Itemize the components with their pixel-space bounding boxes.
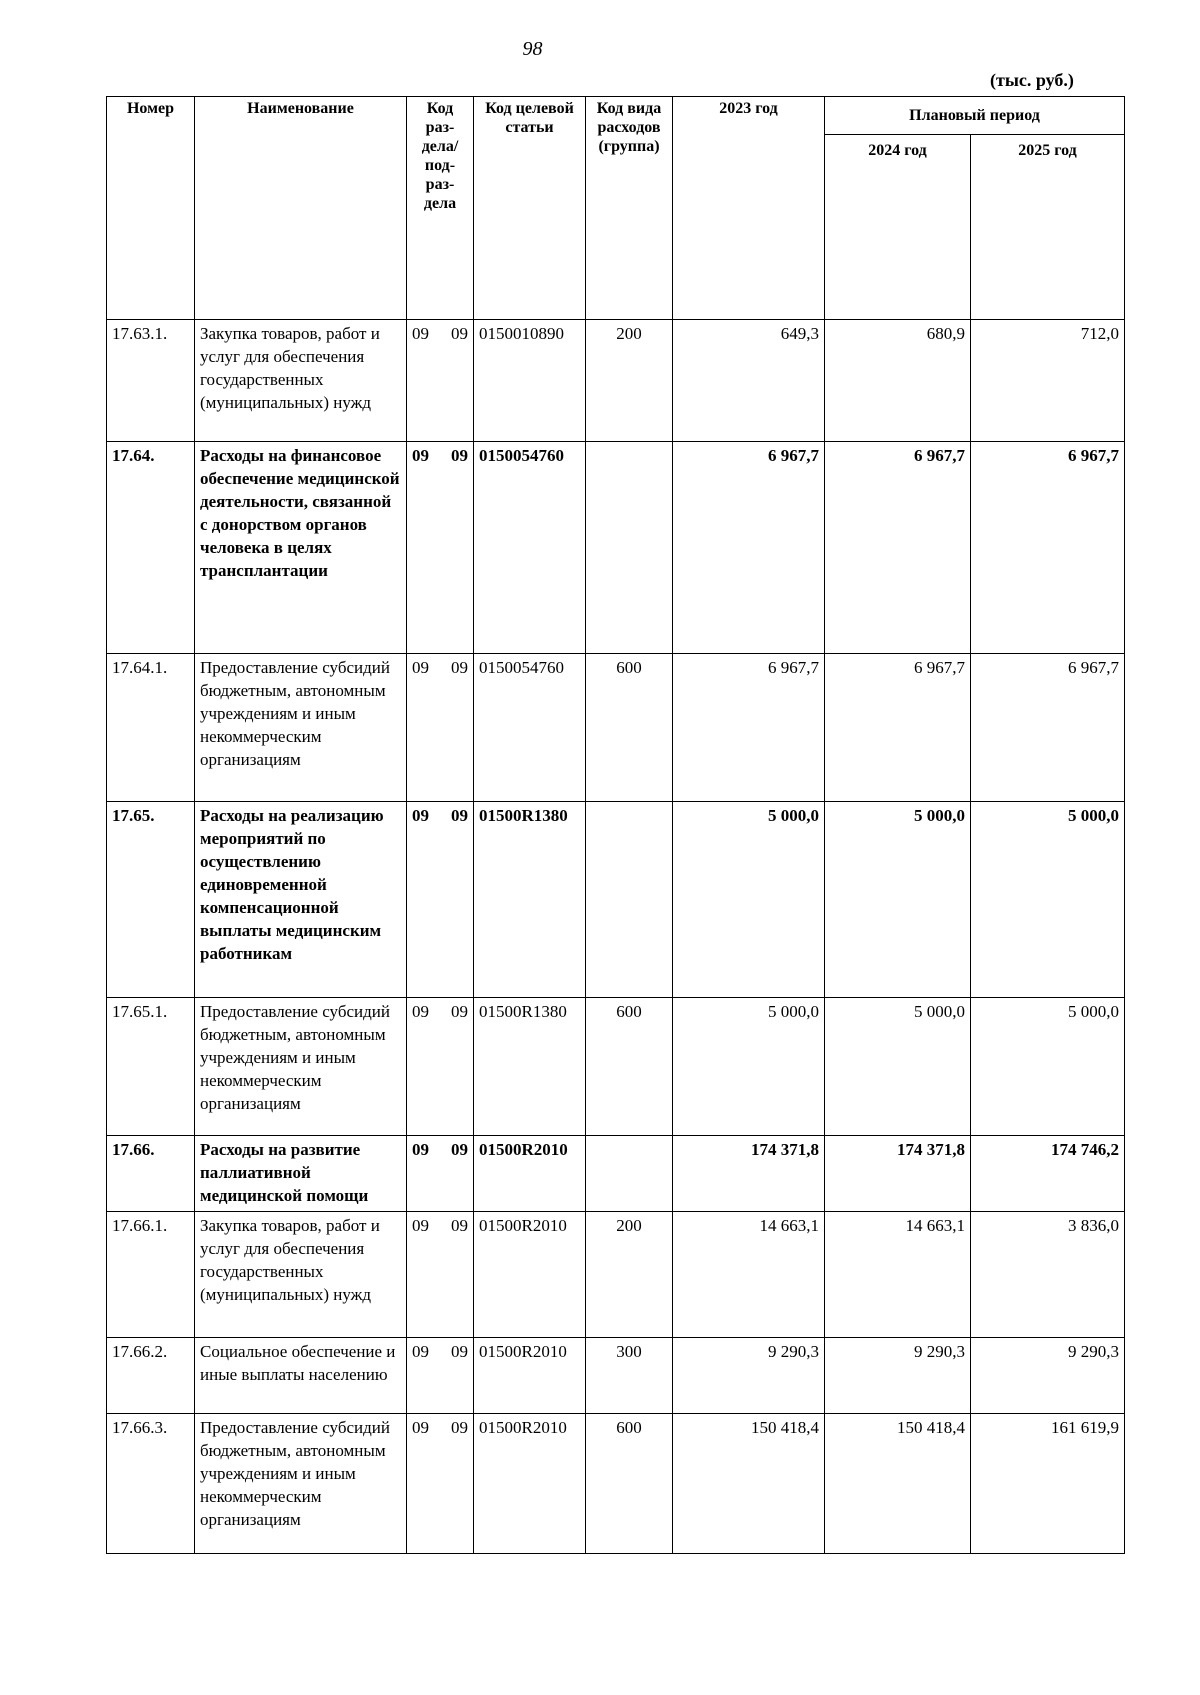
row-target-code: 0150054760 bbox=[474, 654, 586, 802]
row-section-code bbox=[407, 1338, 474, 1414]
row-name: Предоставление субсидий бюджетным, автономным учреждениям и иным некоммерческим организациям bbox=[195, 998, 407, 1136]
row-number: 17.66.3. bbox=[107, 1414, 195, 1554]
table-row bbox=[107, 998, 1125, 1136]
row-section-code bbox=[407, 802, 474, 998]
row-expense-type: 600 bbox=[586, 1414, 673, 1554]
row-target-code: 01500R2010 bbox=[474, 1212, 586, 1338]
section-code: 09 bbox=[412, 1216, 429, 1235]
row-amount-2025: 6 967,7 bbox=[971, 442, 1125, 654]
row-amount-2025: 712,0 bbox=[971, 320, 1125, 442]
row-amount-2023: 6 967,7 bbox=[673, 442, 825, 654]
subsection-code: 09 bbox=[451, 1342, 468, 1361]
row-target-code: 0150010890 bbox=[474, 320, 586, 442]
section-code: 09 bbox=[412, 324, 429, 343]
header-section: Код раз-дела/ под-раз-дела bbox=[407, 97, 474, 320]
row-amount-2023: 5 000,0 bbox=[673, 802, 825, 998]
row-name: Предоставление субсидий бюджетным, автономным учреждениям и иным некоммерческим организациям bbox=[195, 654, 407, 802]
units-label: (тыс. руб.) bbox=[990, 70, 1074, 90]
row-name: Закупка товаров, работ и услуг для обеспечения государственных (муниципальных) нужд bbox=[195, 320, 407, 442]
row-target-code: 01500R1380 bbox=[474, 998, 586, 1136]
row-expense-type: 600 bbox=[586, 654, 673, 802]
subsection-code: 09 bbox=[451, 446, 468, 465]
row-section-code bbox=[407, 998, 474, 1136]
table-row bbox=[107, 1338, 1125, 1414]
row-expense-type: 200 bbox=[586, 320, 673, 442]
row-section-code bbox=[407, 442, 474, 654]
row-number: 17.64. bbox=[107, 442, 195, 654]
row-name: Социальное обеспечение и иные выплаты населению bbox=[195, 1338, 407, 1414]
row-amount-2025: 161 619,9 bbox=[971, 1414, 1125, 1554]
row-target-code: 01500R1380 bbox=[474, 802, 586, 998]
row-expense-type bbox=[586, 802, 673, 998]
table-row bbox=[107, 802, 1125, 998]
row-expense-type: 600 bbox=[586, 998, 673, 1136]
row-amount-2024: 6 967,7 bbox=[825, 654, 971, 802]
table-row bbox=[107, 1414, 1125, 1554]
row-amount-2024: 174 371,8 bbox=[825, 1136, 971, 1212]
subsection-code: 09 bbox=[451, 1216, 468, 1235]
section-code: 09 bbox=[412, 1418, 429, 1437]
table-body bbox=[107, 320, 1125, 1554]
row-amount-2023: 14 663,1 bbox=[673, 1212, 825, 1338]
row-section-code bbox=[407, 654, 474, 802]
header-expense-type: Код вида расходов (группа) bbox=[586, 97, 673, 320]
row-section-code bbox=[407, 1136, 474, 1212]
row-amount-2025: 5 000,0 bbox=[971, 802, 1125, 998]
budget-table bbox=[106, 96, 1125, 1554]
section-code: 09 bbox=[412, 1342, 429, 1361]
row-section-code bbox=[407, 1212, 474, 1338]
subsection-code: 09 bbox=[451, 1140, 468, 1159]
row-amount-2023: 174 371,8 bbox=[673, 1136, 825, 1212]
row-amount-2025: 6 967,7 bbox=[971, 654, 1125, 802]
row-number: 17.65.1. bbox=[107, 998, 195, 1136]
row-number: 17.65. bbox=[107, 802, 195, 998]
row-name: Расходы на развитие паллиативной медицинской помощи bbox=[195, 1136, 407, 1212]
table-row bbox=[107, 1136, 1125, 1212]
subsection-code: 09 bbox=[451, 1002, 468, 1021]
row-expense-type bbox=[586, 442, 673, 654]
table-row bbox=[107, 1212, 1125, 1338]
row-amount-2024: 150 418,4 bbox=[825, 1414, 971, 1554]
row-amount-2023: 9 290,3 bbox=[673, 1338, 825, 1414]
section-code: 09 bbox=[412, 446, 429, 465]
header-planned-period: Плановый период bbox=[825, 97, 1125, 135]
subsection-code: 09 bbox=[451, 324, 468, 343]
table-row bbox=[107, 654, 1125, 802]
header-year-2024: 2024 год bbox=[825, 135, 971, 320]
row-amount-2023: 5 000,0 bbox=[673, 998, 825, 1136]
row-number: 17.66. bbox=[107, 1136, 195, 1212]
row-target-code: 0150054760 bbox=[474, 442, 586, 654]
header-number: Номер bbox=[107, 97, 195, 320]
section-code: 09 bbox=[412, 806, 429, 825]
header-target: Код целевой статьи bbox=[474, 97, 586, 320]
row-amount-2023: 150 418,4 bbox=[673, 1414, 825, 1554]
row-amount-2025: 9 290,3 bbox=[971, 1338, 1125, 1414]
section-code: 09 bbox=[412, 1140, 429, 1159]
row-amount-2025: 174 746,2 bbox=[971, 1136, 1125, 1212]
row-target-code: 01500R2010 bbox=[474, 1136, 586, 1212]
subsection-code: 09 bbox=[451, 1418, 468, 1437]
row-expense-type: 300 bbox=[586, 1338, 673, 1414]
row-amount-2025: 3 836,0 bbox=[971, 1212, 1125, 1338]
subsection-code: 09 bbox=[451, 658, 468, 677]
header-year-2023: 2023 год bbox=[673, 97, 825, 320]
table-row bbox=[107, 320, 1125, 442]
row-target-code: 01500R2010 bbox=[474, 1338, 586, 1414]
row-name: Закупка товаров, работ и услуг для обеспечения государственных (муниципальных) нужд bbox=[195, 1212, 407, 1338]
header-name: Наименование bbox=[195, 97, 407, 320]
row-amount-2024: 6 967,7 bbox=[825, 442, 971, 654]
section-code: 09 bbox=[412, 1002, 429, 1021]
row-name: Предоставление субсидий бюджетным, автономным учреждениям и иным некоммерческим организациям bbox=[195, 1414, 407, 1554]
page-number: 98 bbox=[522, 38, 543, 60]
row-amount-2024: 5 000,0 bbox=[825, 998, 971, 1136]
row-number: 17.66.1. bbox=[107, 1212, 195, 1338]
row-amount-2024: 9 290,3 bbox=[825, 1338, 971, 1414]
row-number: 17.64.1. bbox=[107, 654, 195, 802]
row-target-code: 01500R2010 bbox=[474, 1414, 586, 1554]
row-amount-2023: 649,3 bbox=[673, 320, 825, 442]
row-amount-2024: 680,9 bbox=[825, 320, 971, 442]
row-name: Расходы на финансовое обеспечение медицинской деятельности, связанной с донорством органов человека в целях трансплантации bbox=[195, 442, 407, 654]
row-name: Расходы на реализацию мероприятий по осуществлению единовременной компенсационной выплаты медицинским работникам bbox=[195, 802, 407, 998]
row-expense-type bbox=[586, 1136, 673, 1212]
section-code: 09 bbox=[412, 658, 429, 677]
row-amount-2024: 14 663,1 bbox=[825, 1212, 971, 1338]
header-year-2025: 2025 год bbox=[971, 135, 1125, 320]
row-amount-2024: 5 000,0 bbox=[825, 802, 971, 998]
row-number: 17.63.1. bbox=[107, 320, 195, 442]
subsection-code: 09 bbox=[451, 806, 468, 825]
table-row bbox=[107, 442, 1125, 654]
row-number: 17.66.2. bbox=[107, 1338, 195, 1414]
row-expense-type: 200 bbox=[586, 1212, 673, 1338]
row-section-code bbox=[407, 320, 474, 442]
row-section-code bbox=[407, 1414, 474, 1554]
row-amount-2025: 5 000,0 bbox=[971, 998, 1125, 1136]
row-amount-2023: 6 967,7 bbox=[673, 654, 825, 802]
